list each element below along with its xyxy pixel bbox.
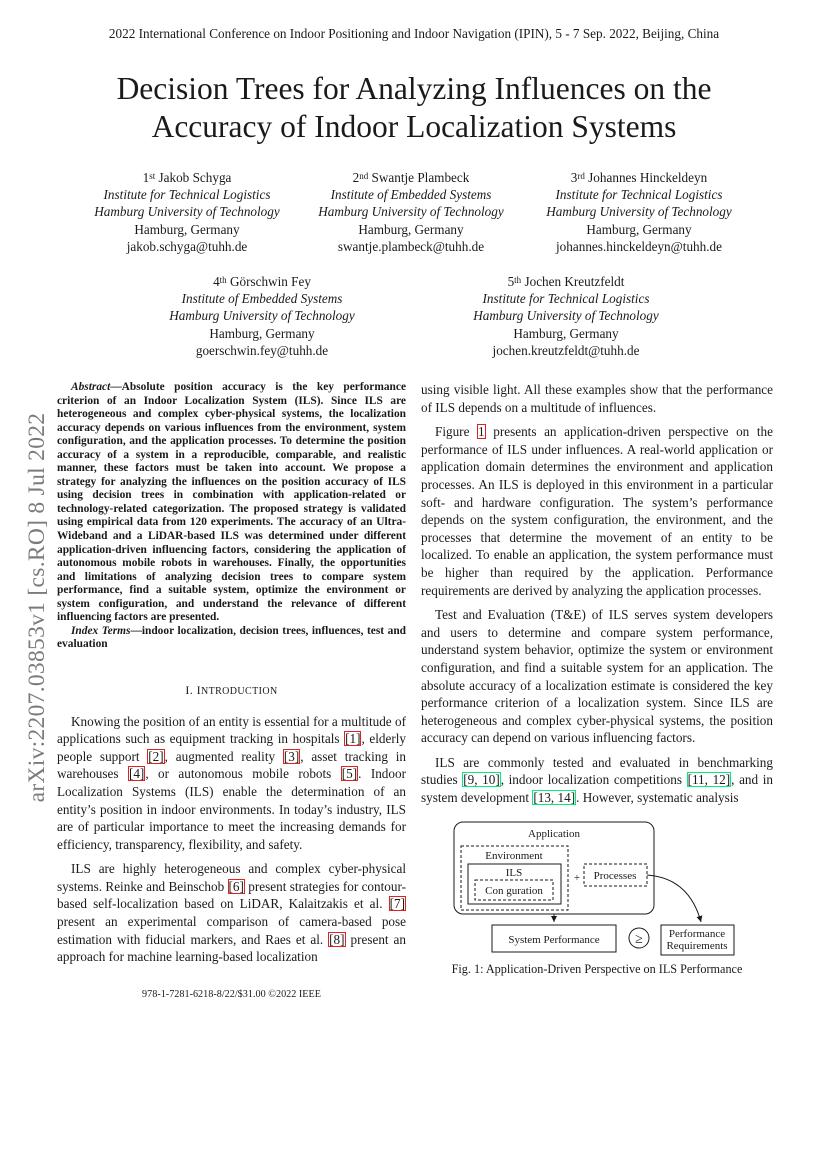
author-email[interactable]: jakob.schyga@tuhh.de: [126, 238, 248, 254]
author-name: 2nd Swantje Plambeck: [352, 170, 470, 185]
author-email[interactable]: swantje.plambeck@tuhh.de: [337, 238, 485, 254]
author-city: Hamburg, Germany: [358, 221, 464, 237]
author-institute: Institute of Embedded Systems: [330, 187, 492, 203]
citation-link[interactable]: [11, 12]: [687, 772, 731, 788]
citation-link[interactable]: [3]: [283, 748, 300, 764]
author-city: Hamburg, Germany: [513, 325, 619, 341]
author-name: 5th Jochen Kreutzfeldt: [507, 274, 625, 289]
conference-header: 2022 International Conference on Indoor Positioning and Indoor Navigation (IPIN), 5 - 7 Sep. 2022, Beijing, China: [108, 26, 720, 41]
index-terms-text: —indoor localization, decision trees, influences, test and evaluation: [57, 624, 406, 651]
author-email[interactable]: jochen.kreutzfeldt@tuhh.de: [492, 342, 640, 358]
abstract: [57, 381, 406, 625]
citation-link[interactable]: [7]: [389, 896, 405, 912]
author-university: Hamburg University of Technology: [169, 308, 355, 324]
author-institute: Institute for Technical Logistics: [482, 291, 650, 307]
citation-link[interactable]: [8]: [329, 931, 345, 947]
title-line-1: Decision Trees for Analyzing Influences on the: [116, 71, 712, 106]
author-name: 3rd Johannes Hinckeldeyn: [570, 170, 708, 185]
left-column: [57, 381, 406, 966]
right-paragraph-0: using visible light. All these examples show that the performance of ILS depends on a multitude of influences.: [421, 382, 773, 415]
processes-label: Processes: [593, 870, 637, 882]
author-university: Hamburg University of Technology: [546, 204, 732, 220]
arrow-to-performance-requirements: [647, 875, 701, 922]
author-3: [524, 169, 754, 255]
citation-link[interactable]: [6]: [228, 878, 244, 894]
system-performance-label: System Performance: [508, 934, 600, 946]
citation-link[interactable]: [4]: [128, 766, 145, 782]
section-heading-introduction: I. INTRODUCTION: [185, 682, 278, 697]
figure-reference-link[interactable]: 1: [478, 424, 485, 440]
figure-1-diagram: [421, 818, 773, 958]
figure-1-svg: [421, 818, 773, 958]
author-1: [72, 169, 302, 255]
author-university: Hamburg University of Technology: [318, 204, 504, 220]
author-city: Hamburg, Germany: [134, 221, 240, 237]
performance-requirements-label-2: Requirements: [666, 940, 728, 952]
arxiv-identifier: arXiv:2207.03853v1 [cs.RO] 8 Jul 2022: [24, 412, 50, 803]
citation-link[interactable]: [1]: [345, 731, 361, 747]
right-paragraph-3: ILS are commonly tested and evaluated in benchmarking studies [9, 10], indoor localization competitions [11, 12], and in system development [13, 14]. However, systematic analysis: [421, 754, 773, 806]
author-4: [147, 273, 377, 359]
right-column: [421, 381, 773, 807]
copyright-footer: 978-1-7281-6218-8/22/$31.00 ©2022 IEEE: [142, 989, 321, 1000]
figure-1-caption: Fig. 1: Application-Driven Perspective on ILS Performance: [451, 962, 743, 976]
citation-link[interactable]: [13, 14]: [533, 790, 576, 806]
performance-requirements-label-1: Performance: [668, 928, 726, 940]
abstract-text: —Absolute position accuracy is the key performance criterion of an Indoor Localization System (ILS). Since ILS are heterogeneous and complex cyber-physical systems, the localization accuracy depends on various influences from the environment, system configuration, and the application processes. To determine the position accuracy of a system in a reproducible, comparable, and realistic manner, these factors must be taken into account. We propose a strategy for analyzing the influences on the position accuracy of ILS using decision trees in combination with application-related or technology-related categorization. The proposed strategy is validated using empirical data from 120 experiments. The accuracy of an Ultra-Wideband and a LiDAR-based ILS was determined under different application-driven influencing factors, considering the application of autonomous mobile robots in warehouses. Finally, the opportunities and limitations of analyzing decision trees to compare system performance, find a suitable system, optimize the environment or system configuration, and understand the relevance of different influencing factors are presented.: [57, 381, 406, 624]
index-terms-label: Index Terms: [71, 624, 131, 637]
author-email[interactable]: johannes.hinckeldeyn@tuhh.de: [556, 238, 722, 254]
plus-sign: +: [573, 872, 581, 884]
paper-title: [60, 70, 768, 146]
author-city: Hamburg, Germany: [209, 325, 315, 341]
arxiv-stamp: [22, 375, 52, 840]
author-institute: Institute for Technical Logistics: [103, 187, 271, 203]
author-institute: Institute for Technical Logistics: [555, 187, 723, 203]
title-line-2: Accuracy of Indoor Localization Systems: [151, 109, 677, 144]
author-university: Hamburg University of Technology: [473, 308, 659, 324]
author-5: [451, 273, 681, 359]
abstract-label: Abstract: [71, 381, 111, 393]
greater-equal-sign: ≥: [635, 932, 643, 947]
environment-label: Environment: [485, 850, 543, 862]
intro-paragraph-1: Knowing the position of an entity is essential for a multitude of applications such as equipment tracking in hospitals [1], elderly people support [2], augmented reality [3], asset tracking in warehouses [4], or autonomous mobile robots [5]. Indoor Localization Systems (ILS) enable the determination of an entity’s position in indoor environments. In today’s industry, ILS are of particular importance to meet the increasing demands for efficiency, transparency, flexibility, and safety.: [57, 713, 406, 852]
citation-link[interactable]: [2]: [148, 748, 164, 764]
ils-label: ILS: [505, 867, 523, 879]
right-paragraph-2: Test and Evaluation (T&E) of ILS serves system developers and users to determine and compare system performance, understand system behavior, optimize the system or environment configuration, and find a suitable system for an application. The absolute accuracy of a localization estimate is considered the key performance criterion of a localization system. Since ILS are heterogeneous and complex cyber-physical systems, the position accuracy can depend on various influencing factors.: [421, 607, 773, 746]
citation-link[interactable]: [9, 10]: [463, 772, 500, 788]
author-name: 1st Jakob Schyga: [142, 170, 232, 185]
index-terms: [57, 625, 406, 652]
author-email[interactable]: goerschwin.fey@tuhh.de: [195, 342, 329, 358]
application-label: Application: [528, 828, 580, 840]
author-city: Hamburg, Germany: [586, 221, 692, 237]
author-name: 4th Görschwin Fey: [213, 274, 311, 289]
author-2: [296, 169, 526, 255]
intro-paragraph-2: ILS are highly heterogeneous and complex cyber-physical systems. Reinke and Beinschob [6] present strategies for contour-based self-localization based on LiDAR, Kalaitzakis et al. [7] present an experimental comparison of camera-based pose estimation with fiducial markers, and Raes et al. [8] present an approach for machine learning-based localization: [57, 861, 406, 965]
right-paragraph-1: Figure 1 presents an application-driven perspective on the performance of ILS under influences. A real-world application or application domain determines the environment and application processes. An ILS is deployed in this environment in a particular soft- and hardware configuration. The system’s performance depends on the system configuration, the environment, and the processes that determine the movement of an entity to be localized. To enable an application, the system performance must be higher than required by the application. Performance requirements are derived by analyzing the application processes.: [421, 424, 773, 598]
citation-link[interactable]: [5]: [341, 766, 358, 782]
configuration-label: Con guration: [485, 885, 543, 897]
author-university: Hamburg University of Technology: [94, 204, 280, 220]
author-institute: Institute of Embedded Systems: [181, 291, 343, 307]
